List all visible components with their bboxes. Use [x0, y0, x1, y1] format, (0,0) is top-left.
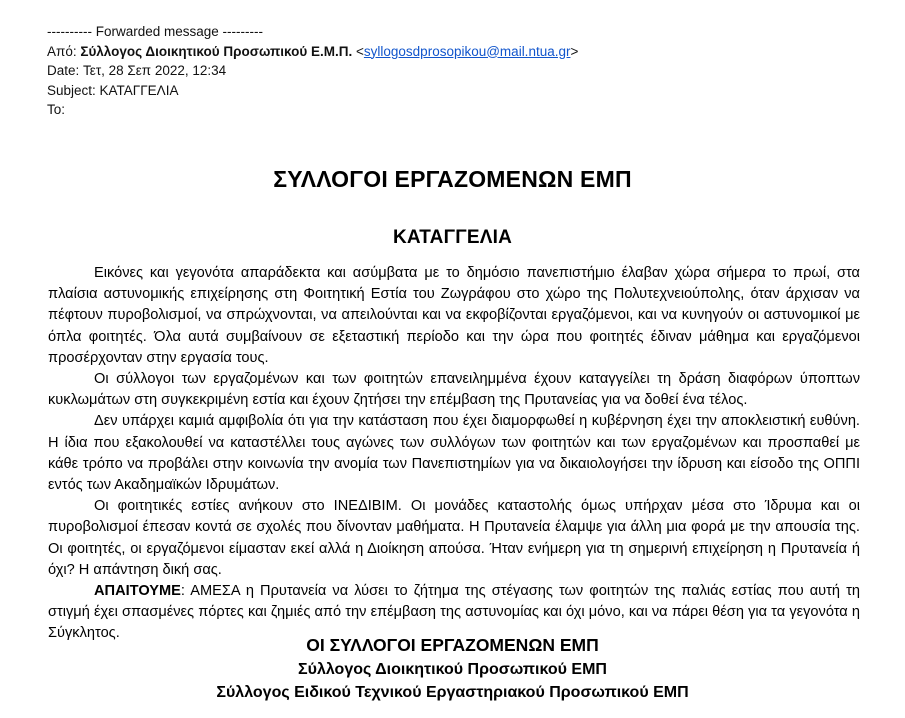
from-line: [47, 42, 867, 62]
date-label: Date:: [47, 63, 80, 78]
from-label: Από:: [47, 43, 77, 59]
email-angle-close: >: [570, 43, 579, 59]
from-sender-name: Σύλλογος Διοικητικού Προσωπικού Ε.Μ.Π.: [80, 43, 353, 59]
signature-line-3: Σύλλογος Ειδικού Τεχνικού Εργαστηριακού Προσωπικού ΕΜΠ: [216, 684, 689, 701]
date-line: [47, 61, 867, 81]
document-title: ΣΥΛΛΟΓΟΙ ΕΡΓΑΖΟΜΕΝΩΝ ΕΜΠ: [273, 166, 632, 192]
subject-line: [47, 81, 867, 101]
to-label: To:: [47, 102, 66, 117]
document-subtitle: ΚΑΤΑΓΓΕΛΙΑ: [393, 227, 512, 248]
demand-lead: ΑΠΑΙΤΟΥΜΕ: [94, 583, 181, 600]
paragraph-1: Εικόνες και γεγονότα απαράδεκτα και ασύμβατα με το δημόσιο πανεπιστήμιο έλαβαν χώρα σήμερα το πρωί, στα πλαίσια αστυνομικής επιχείρησης στη Φοιτητική Εστία του Ζωγράφου στο χώρο της Πολυτεχνειούπολης, όταν άρχισαν να πέφτουν πυροβολισμοί, να σπρώχνονται, να απειλούνται και να εκφοβίζονται εργαζόμενοι, και να κυνηγούν οι αστυνομικοί με όπλα φοιτητές. Όλα αυτά συμβαίνουν σε εξεταστική περίοδο και την ώρα που φοιτητές έδιναν μάθημα και εργαζόμενοι προσέρχονταν στην εργασία τους.: [48, 265, 860, 366]
email-angle-open: <: [356, 43, 364, 59]
signature-line-2: Σύλλογος Διοικητικού Προσωπικού ΕΜΠ: [298, 660, 607, 678]
paragraph-4: Οι φοιτητικές εστίες ανήκουν στο ΙΝΕΔΙΒΙΜ. Οι μονάδες καταστολής όμως υπήρχαν μέσα στο Ίδρυμα και οι πυροβολισμοί έπεσαν κοντά σε σχολές που δίνονταν μαθήματα. Η Πρυτανεία έλαμψε για άλλη μια φορά με την απουσία της. Οι φοιτητές, οι εργαζόμενοι είμασταν εκεί αλλά η Διοίκηση απούσα. Ήταν ενήμερη για τη σημερινή επιχείρηση η Πρυτανεία ή όχι? Η απάντηση δική σας.: [48, 498, 860, 578]
signature-line-1: ΟΙ ΣΥΛΛΟΓΟΙ ΕΡΓΑΖΟΜΕΝΩΝ ΕΜΠ: [306, 635, 599, 655]
forwarded-divider: ---------- Forwarded message ---------: [47, 24, 263, 39]
demand-rest: : ΑΜΕΣΑ η Πρυτανεία να λύσει το ζήτημα της στέγασης των φοιτητών της παλιάς εστίας που αυτή τη στιγμή έχει σπασμένες πόρτες και ζημιές από την επέμβαση της αστυνομίας και όχι μόνο, και να πάρει θέση για τα γεγονότα η Σύγκλητος.: [48, 583, 860, 642]
forwarded-message-header: [47, 22, 867, 120]
date-value: Τετ, 28 Σεπ 2022, 12:34: [83, 63, 227, 78]
signature-block: [0, 634, 905, 705]
paragraph-2: Οι σύλλογοι των εργαζομένων και των φοιτητών επανειλημμένα έχουν καταγγείλει τη δράση διαφόρων ύποπτων κυκλωμάτων στη συγκεκριμένη εστία και έχουν ζητήσει την επέμβαση της Πρυτανείας για να δοθεί ένα τέλος.: [48, 371, 860, 409]
subject-value: ΚΑΤΑΓΓΕΛΙΑ: [99, 82, 179, 98]
subject-label: Subject:: [47, 82, 96, 98]
paragraph-3: Δεν υπάρχει καμιά αμφιβολία ότι για την κατάσταση που έχει διαμορφωθεί η κυβέρνηση έχει την αποκλειστική ευθύνη. Η ίδια που εξακολουθεί να καταστέλλει τους αγώνες των συλλόγων των φοιτητών και των εργαζομένων και προσπαθεί με κάθε τρόπο να προβάλει στην κοινωνία την ανομία των Πανεπιστημίων για να δικαιολογήσει την ίδρυση και είσοδο της ΟΠΠΙ εντός των Ακαδημαϊκών Ιδρυμάτων.: [48, 413, 860, 494]
to-line: [47, 100, 867, 120]
sender-email-link[interactable]: syllogosdprosopikou@mail.ntua.gr: [363, 43, 571, 59]
document-body: [48, 263, 860, 645]
